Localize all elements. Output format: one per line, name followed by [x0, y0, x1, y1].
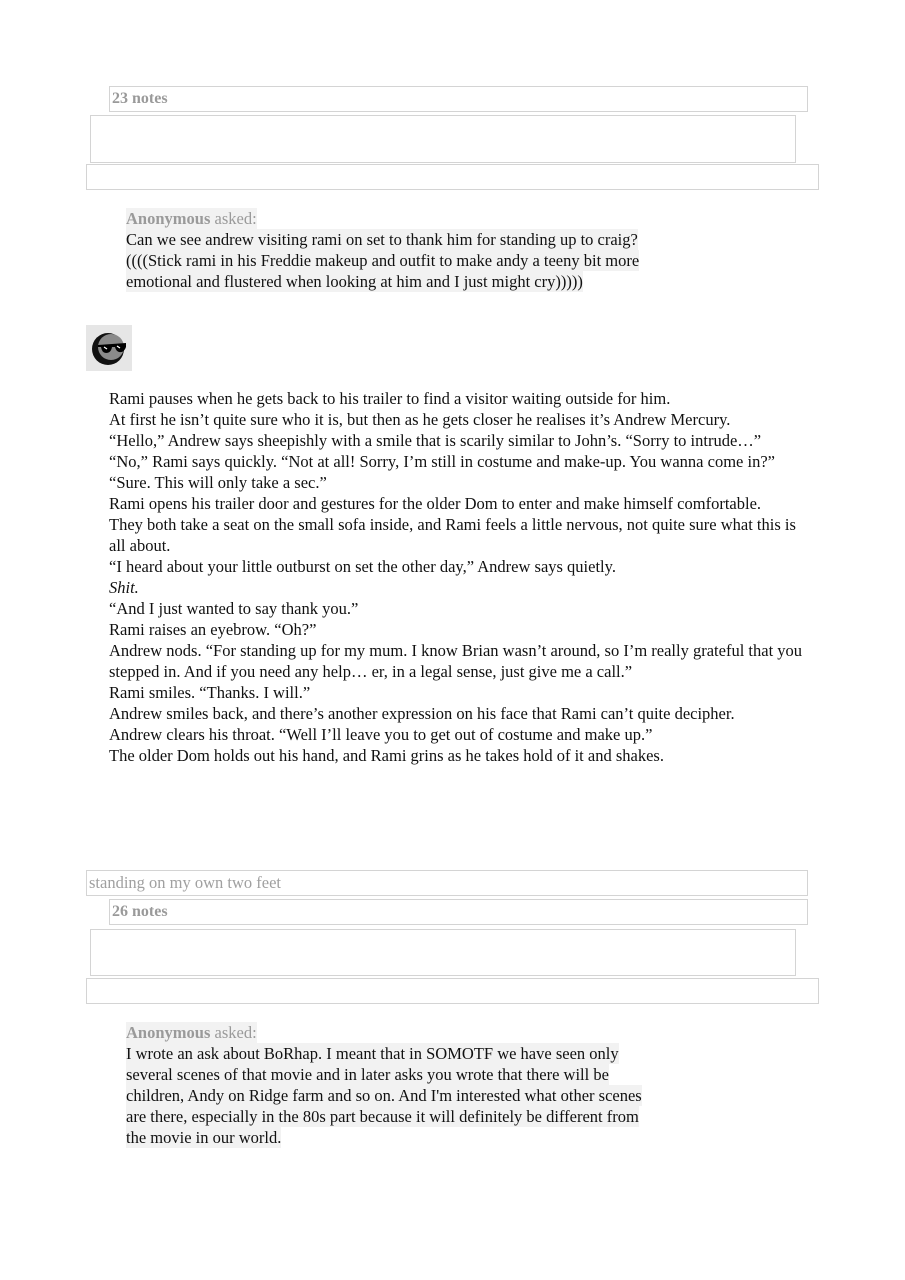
ask-header	[126, 1022, 257, 1043]
story-paragraph: “Hello,” Andrew says sheepishly with a smile that is scarily similar to John’s. “Sorry to intrude…”	[109, 431, 762, 450]
ask-line: emotional and flustered when looking at him and I just might cry)))))	[126, 272, 583, 291]
blog-tagline[interactable]: standing on my own two feet	[89, 873, 282, 892]
ask-line: the movie in our world.	[126, 1128, 282, 1147]
asker-name[interactable]: Anonymous	[126, 1023, 211, 1042]
story-paragraph: Rami opens his trailer door and gestures for the older Dom to enter and make himself comfortable.	[109, 494, 762, 513]
ask-block	[126, 1022, 642, 1148]
story-body	[109, 388, 809, 766]
ask-line: Can we see andrew visiting rami on set to thank him for standing up to craig?	[126, 230, 638, 249]
ask-line: are there, especially in the 80s part because it will definitely be different from	[126, 1107, 639, 1126]
story-paragraph: “Sure. This will only take a sec.”	[109, 473, 327, 492]
ask-line: I wrote an ask about BoRhap. I meant that in SOMOTF we have seen only	[126, 1044, 619, 1063]
story-paragraph: “No,” Rami says quickly. “Not at all! Sorry, I’m still in costume and make-up. You wanna come in?”	[109, 452, 775, 471]
notes-count-box[interactable]	[109, 86, 808, 112]
story-paragraph: “And I just wanted to say thank you.”	[109, 599, 359, 618]
ask-header	[126, 208, 257, 229]
tags-panel	[86, 164, 819, 190]
asked-label: asked:	[214, 1023, 257, 1042]
asker-name[interactable]: Anonymous	[126, 209, 211, 228]
notes-count-box[interactable]	[109, 899, 808, 925]
sunglasses-face-icon	[86, 325, 132, 371]
reblog-panel	[90, 115, 796, 163]
story-paragraph: At first he isn’t quite sure who it is, but then as he gets closer he realises it’s Andrew Mercury.	[109, 410, 731, 429]
ask-block	[126, 208, 639, 292]
story-paragraph: Andrew nods. “For standing up for my mum. I know Brian wasn’t around, so I’m really grateful that you stepped in. And if you need any help… er, in a legal sense, just give me a call.”	[109, 641, 803, 681]
ask-line: ((((Stick rami in his Freddie makeup and outfit to make andy a teeny bit more	[126, 251, 640, 270]
asked-label: asked:	[214, 209, 257, 228]
story-paragraph: They both take a seat on the small sofa inside, and Rami feels a little nervous, not quite sure what this is all about.	[109, 515, 796, 555]
story-paragraph: Rami pauses when he gets back to his trailer to find a visitor waiting outside for him.	[109, 389, 671, 408]
tagline-box[interactable]	[86, 870, 808, 896]
story-paragraph: “I heard about your little outburst on set the other day,” Andrew says quietly.	[109, 557, 616, 576]
notes-count[interactable]: 23 notes	[112, 90, 168, 107]
story-paragraph: Rami smiles. “Thanks. I will.”	[109, 683, 311, 702]
story-paragraph-italic: Shit.	[109, 578, 139, 597]
story-paragraph: Rami raises an eyebrow. “Oh?”	[109, 620, 317, 639]
ask-line: children, Andy on Ridge farm and so on. And I'm interested what other scenes	[126, 1086, 642, 1105]
tags-panel	[86, 978, 819, 1004]
story-paragraph: Andrew smiles back, and there’s another expression on his face that Rami can’t quite decipher.	[109, 704, 735, 723]
reblog-panel	[90, 929, 796, 976]
avatar[interactable]	[86, 325, 132, 371]
story-paragraph: Andrew clears his throat. “Well I’ll leave you to get out of costume and make up.”	[109, 725, 653, 744]
notes-count[interactable]: 26 notes	[112, 903, 168, 920]
story-paragraph: The older Dom holds out his hand, and Rami grins as he takes hold of it and shakes.	[109, 746, 664, 765]
ask-line: several scenes of that movie and in later asks you wrote that there will be	[126, 1065, 609, 1084]
